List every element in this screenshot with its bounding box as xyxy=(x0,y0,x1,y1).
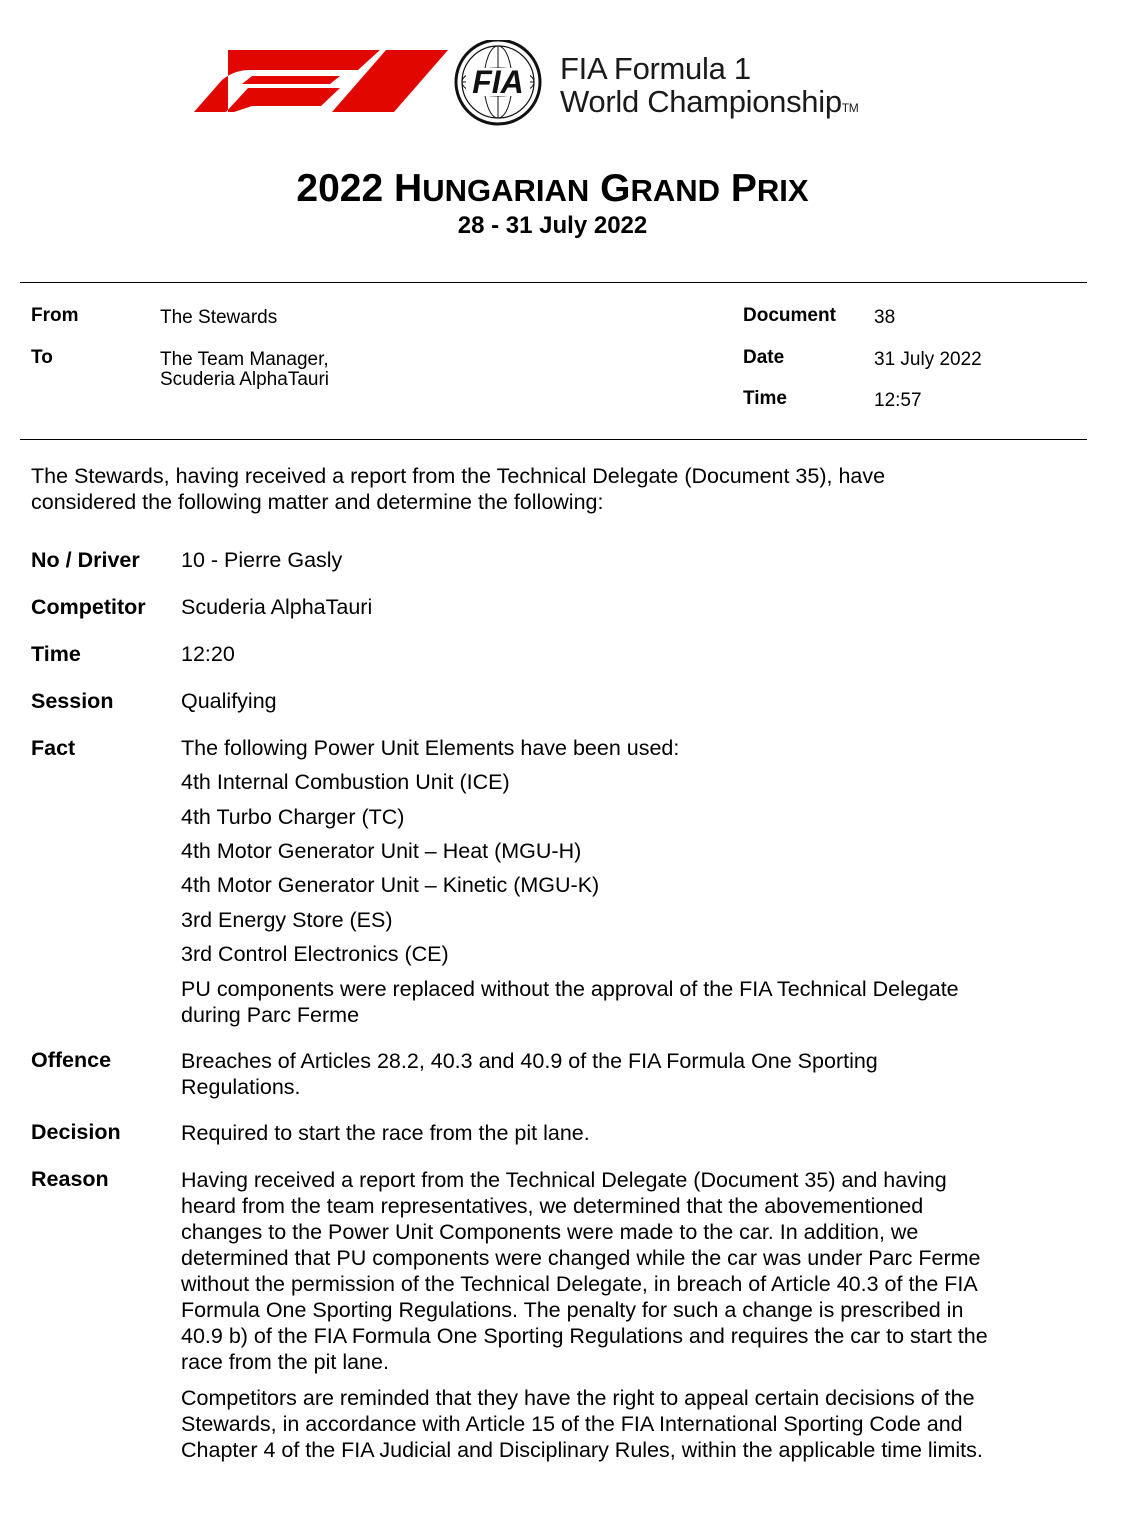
competitor-value: Scuderia AlphaTauri xyxy=(181,595,373,619)
decision-label: Decision xyxy=(31,1120,121,1144)
appeal-paragraph: Competitors are reminded that they have the right to appeal certain decisions of the Stewards, in accordance with Article 15 of the FIA International Sporting Code and Chapter 4 of the FIA Judicial and Disciplinary Rules, within the applicable time limits. xyxy=(181,1386,983,1462)
header-divider xyxy=(20,282,1087,283)
session-value: Qualifying xyxy=(181,689,277,713)
date-value: 31 July 2022 xyxy=(874,349,982,370)
session-label: Session xyxy=(31,689,114,713)
fact-line: 4th Motor Generator Unit – Heat (MGU-H) xyxy=(181,839,582,863)
brand-text xyxy=(560,52,859,125)
offence-value: Breaches of Articles 28.2, 40.3 and 40.9 of the FIA Formula One Sporting Regulations. xyxy=(181,1049,878,1099)
fact-label: Fact xyxy=(31,736,76,760)
time-value: 12:57 xyxy=(874,390,922,411)
meta-divider xyxy=(20,439,1087,440)
svg-text:FIA: FIA xyxy=(472,64,524,100)
fact-line: 4th Internal Combustion Unit (ICE) xyxy=(181,770,510,794)
f1-logo-icon xyxy=(190,40,550,130)
driver-value: 10 - Pierre Gasly xyxy=(181,548,343,572)
fact-line: 4th Turbo Charger (TC) xyxy=(181,805,405,829)
date-label: Date xyxy=(743,347,785,368)
fact-note: PU components were replaced without the approval of the FIA Technical Delegate during Parc Ferme xyxy=(181,977,959,1027)
fia-globe-icon xyxy=(456,40,540,124)
reason-label: Reason xyxy=(31,1167,109,1191)
incident-time-label: Time xyxy=(31,642,81,666)
fact-line: The following Power Unit Elements have been used: xyxy=(181,736,680,760)
event-dates: 28 - 31 July 2022 xyxy=(457,212,648,239)
fact-line: 3rd Energy Store (ES) xyxy=(181,908,393,932)
competitor-label: Competitor xyxy=(31,595,146,619)
document-label: Document xyxy=(743,305,836,326)
brand-line-2: World ChampionshipTM xyxy=(560,84,859,119)
to-value-line-2: Scuderia AlphaTauri xyxy=(160,369,329,390)
to-label: To xyxy=(31,347,53,368)
event-title: 2022 HUNGARIAN GRAND PRIX xyxy=(296,167,809,210)
from-value: The Stewards xyxy=(160,307,278,328)
intro-paragraph: The Stewards, having received a report from the Technical Delegate (Document 35), have considered the following matter and determine the following: xyxy=(31,464,886,514)
to-value-line-1: The Team Manager, xyxy=(160,349,329,370)
decision-value: Required to start the race from the pit lane. xyxy=(181,1121,590,1145)
offence-label: Offence xyxy=(31,1048,112,1072)
fact-line: 3rd Control Electronics (CE) xyxy=(181,942,449,966)
trademark: TM xyxy=(841,101,859,115)
fia-f1-logo xyxy=(190,40,950,130)
fact-line: 4th Motor Generator Unit – Kinetic (MGU-K) xyxy=(181,873,600,897)
brand-line-1: FIA Formula 1 xyxy=(560,51,751,86)
incident-time-value: 12:20 xyxy=(181,642,235,666)
reason-paragraph: Having received a report from the Technical Delegate (Document 35) and having heard from the team representatives, we determined that the abovementioned changes to the Power Unit Components were made to the car. In addition, we determined that PU components were changed while the car was under Parc Ferme without the permission of the Technical Delegate, in breach of Article 40.3 of the FIA Formula One Sporting Regulations. The penalty for such a change is prescribed in 40.9 b) of the FIA Formula One Sporting Regulations and requires the car to start the race from the pit lane. xyxy=(181,1168,988,1374)
from-label: From xyxy=(31,305,79,326)
time-label: Time xyxy=(743,388,788,409)
document-value: 38 xyxy=(874,307,896,328)
driver-label: No / Driver xyxy=(31,548,140,572)
